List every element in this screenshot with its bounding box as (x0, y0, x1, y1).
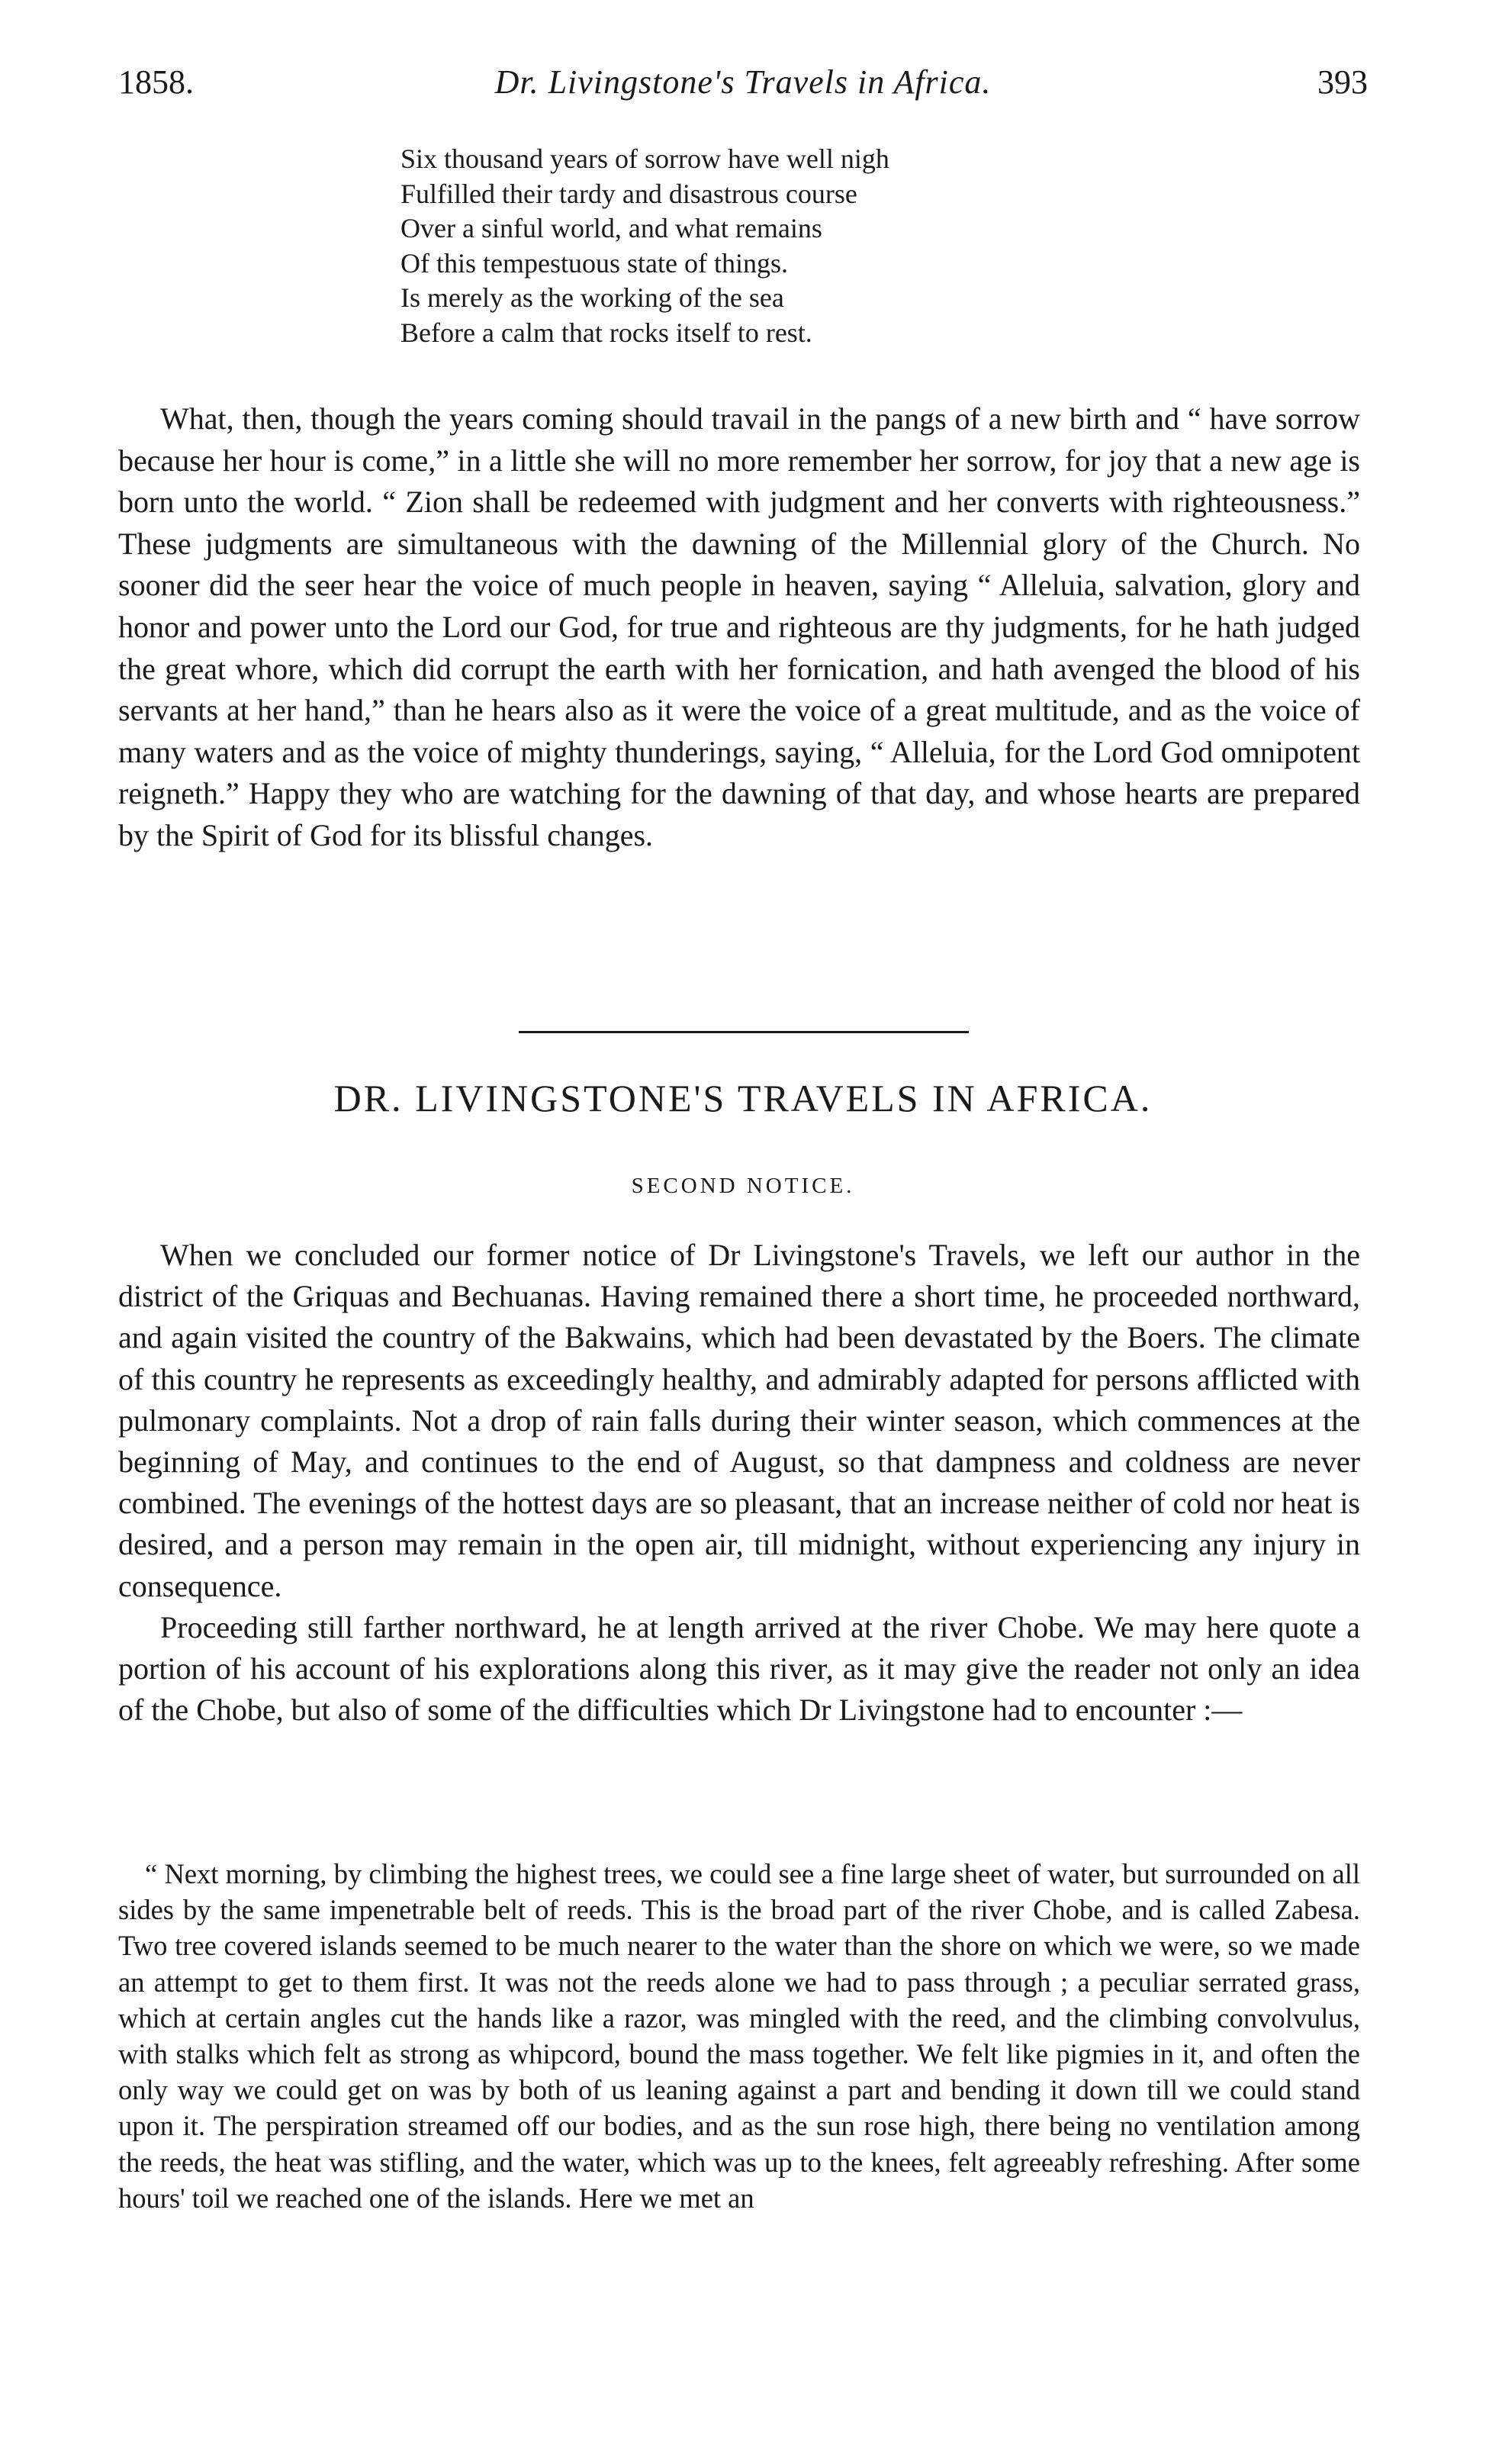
section-divider (519, 1031, 969, 1033)
previous-article-conclusion (118, 398, 1360, 857)
poem-line: Fulfilled their tardy and disastrous course (400, 178, 857, 209)
page-number: 393 (1317, 63, 1368, 101)
poem-line: Of this tempestuous state of things. (400, 247, 788, 279)
poem-line: Is merely as the working of the sea (400, 282, 784, 313)
poem-line: Over a sinful world, and what remains (400, 213, 822, 243)
header-year: 1858. (118, 63, 194, 101)
article-subtitle: SECOND NOTICE. (631, 1174, 855, 1198)
header-title: Dr. Livingstone's Travels in Africa. (494, 63, 992, 101)
article-title: DR. LIVINGSTONE'S TRAVELS IN AFRICA. (333, 1077, 1153, 1119)
poem-stanza (400, 142, 1392, 350)
running-head (118, 60, 1368, 105)
quotation-paragraph: “ Next morning, by climbing the highest trees, we could see a fine large sheet of water, but surrounded on all sides by the same impenetrable belt of reeds. This is the broad part of the river Chobe, and is called Zabesa. Two tree covered islands seemed to be much nearer to the water than the shore on which we were, so we made an attempt to get to them first. It was not the reeds alone we had to pass through ; a peculiar serrated grass, which at certain angles cut the hands like a razor, was mingled with the reed, and the climbing convolvulus, with stalks which felt as strong as whipcord, bound the mass together. We felt like pigmies in it, and often the only way we could get on was by both of us leaning against a part and bending it down till we could stand upon it. The perspiration streamed off our bodies, and as the sun rose high, there being no ventilation among the reeds, the heat was stifling, and the water, which was up to the knees, felt agreeably refreshing. After some hours' toil we reached one of the islands. Here we met an (118, 1858, 1360, 2214)
block-quotation (118, 1856, 1360, 2216)
poem-line: Before a calm that rocks itself to rest. (400, 317, 812, 348)
poem-line: Six thousand years of sorrow have well nigh (400, 143, 889, 174)
body-paragraph: What, then, though the years coming should travail in the pangs of a new birth and “ have sorrow because her hour is come,” in a little she will no more remember her sorrow, for joy that a new age is born unto the world. “ Zion shall be redeemed with judgment and her converts with righteousness.” These judgments are simultaneous with the dawning of the Millennial glory of the Church. No sooner did the seer hear the voice of much people in heaven, saying “ Alleluia, salvation, glory and honor and power unto the Lord our God, for true and righteous are thy judgments, for he hath judged the great whore, which did corrupt the earth with her fornication, and hath avenged the blood of his servants at her hand,” than he hears also as it were the voice of a great multitude, and as the voice of many waters and as the voice of mighty thunderings, saying, “ Alleluia, for the Lord God omnipotent reigneth.” Happy they who are watching for the dawning of that day, and whose hearts are prepared by the Spirit of God for its blissful changes. (118, 401, 1360, 852)
article-body (118, 1235, 1360, 1731)
body-paragraph: Proceeding still farther northward, he at length arrived at the river Chobe. We may here quote a portion of his account of his explorations along this river, as it may give the reader not only an idea of the Chobe, but also of some of the difficulties which Dr Livingstone had to encounter :— (118, 1609, 1360, 1728)
body-paragraph: When we concluded our former notice of Dr Livingstone's Travels, we left our author in the district of the Griquas and Bechuanas. Having remained there a short time, he proceeded northward, and again visited the country of the Bakwains, which had been devastated by the Boers. The climate of this country he represents as exceedingly healthy, and admirably adapted for persons afflicted with pulmonary complaints. Not a drop of rain falls during their winter season, which commences at the beginning of May, and continues to the end of August, so that dampness and coldness are never combined. The evenings of the hottest days are so pleasant, that an increase neither of cold nor heat is desired, and a person may remain in the open air, till midnight, without experiencing any injury in consequence. (118, 1238, 1360, 1603)
